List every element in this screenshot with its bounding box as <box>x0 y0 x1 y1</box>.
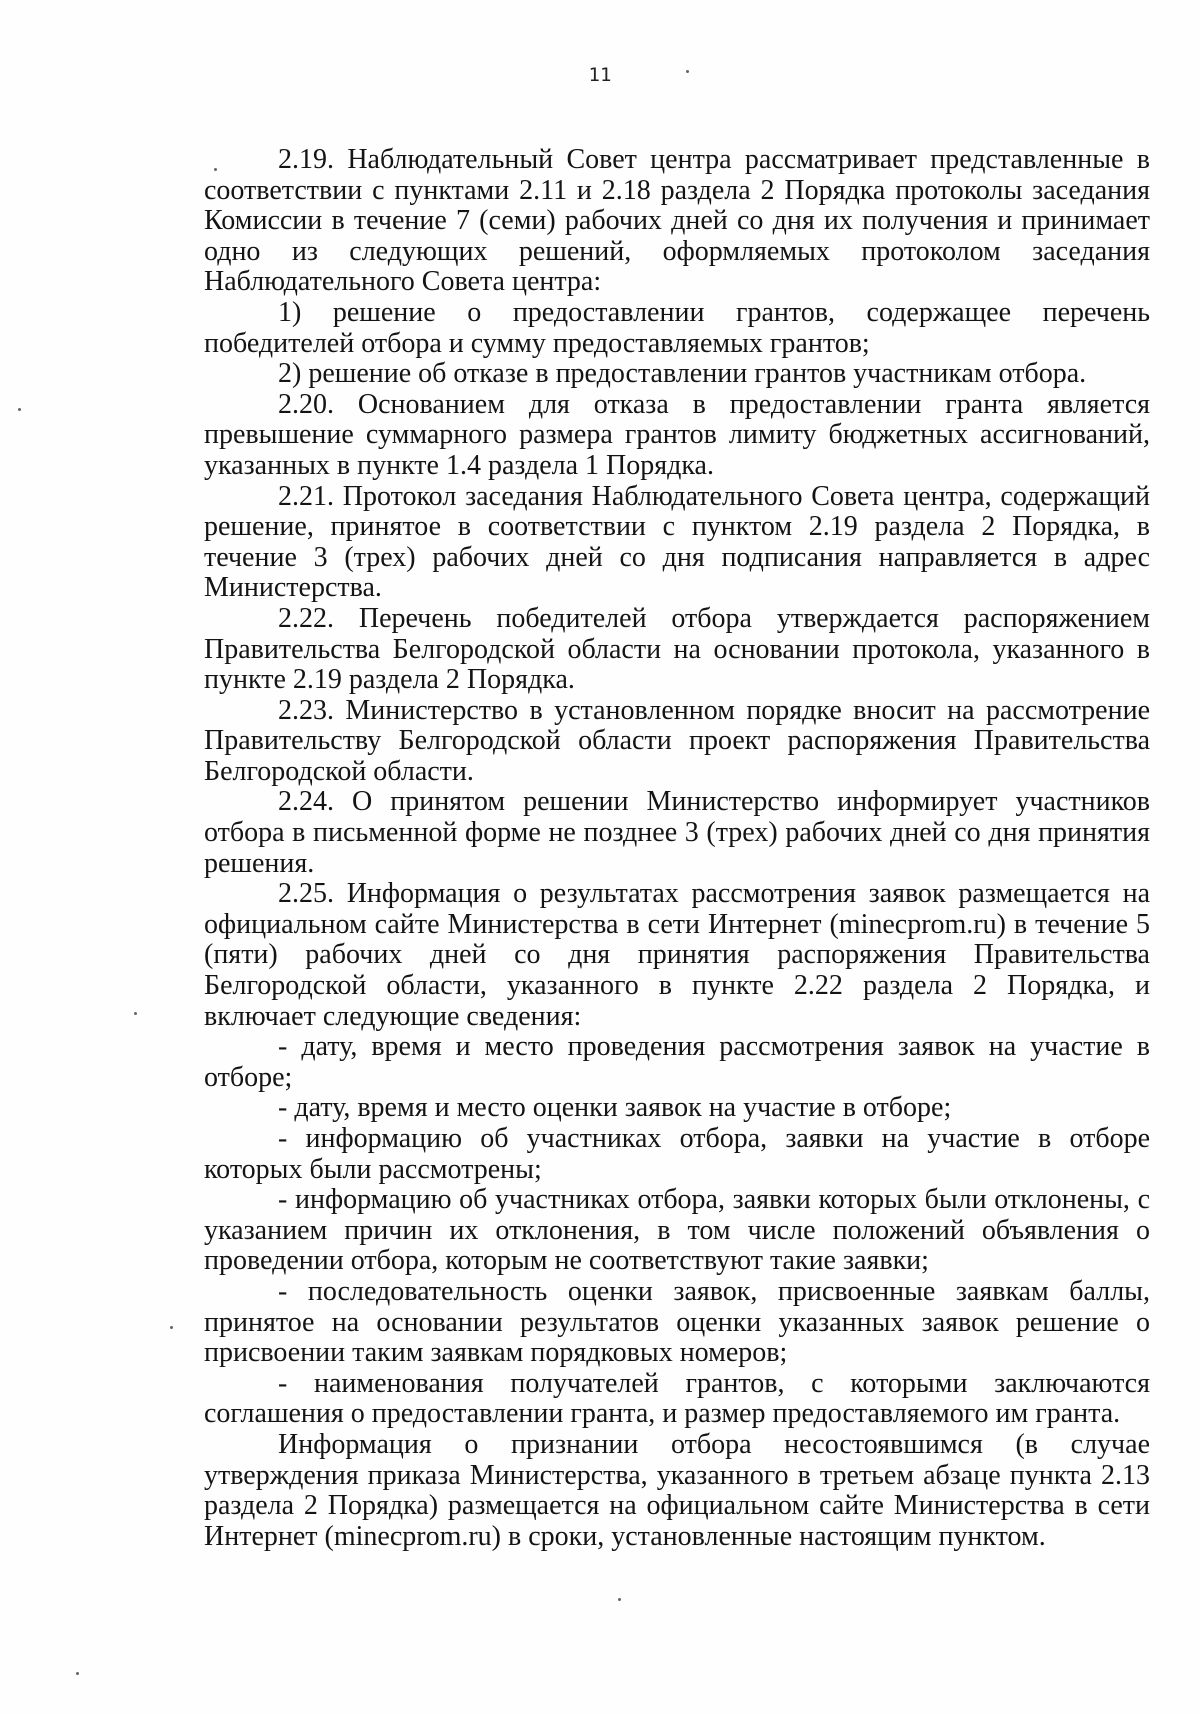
list-item-grant-recipients: - наименования получателей грантов, с которыми заключаются соглашения о предоставлении гранта, и размер предоставляемого им гранта. <box>204 1367 1150 1430</box>
list-item-review-date: - дату, время и место проведения рассмотрения заявок на участие в отборе; <box>204 1031 1150 1093</box>
list-item-reviewed-participants: - информацию об участниках отбора, заявки на участие в отборе которых были рассмотрены; <box>204 1123 1150 1185</box>
scan-speck <box>134 1012 137 1015</box>
scan-speck <box>76 1672 79 1675</box>
scan-speck <box>18 408 21 411</box>
page-number: 11 <box>588 64 612 86</box>
paragraph-2-25: 2.25. Информация о результатах рассмотрения заявок размещается на официальном сайте Министерства в сети Интернет (minecprom.ru) в течение 5 (пяти) рабочих дней со дня принятия распоряжения Правительства Белгородской области, указанного в пункте 2.22 раздела 2 Порядка, и включает следующие сведения: <box>204 878 1150 1032</box>
list-item-evaluation-date: - дату, время и место оценки заявок на участие в отборе; <box>278 1092 952 1124</box>
paragraph-2-19-item-1: 1) решение о предоставлении грантов, содержащее перечень победителей отбора и сумму предоставляемых грантов; <box>204 296 1150 359</box>
paragraph-failed-selection: Информация о признании отбора несостоявшимся (в случае утверждения приказа Министерства, указанного в третьем абзаце пункта 2.13 раздела 2 Порядка) размещается на официальном сайте Министерства в сети Интернет (minecprom.ru) в сроки, установленные настоящим пунктом. <box>204 1428 1150 1552</box>
paragraph-2-20: 2.20. Основанием для отказа в предоставлении гранта является превышение суммарного размера грантов лимиту бюджетных ассигнований, указанных в пункте 1.4 раздела 1 Порядка. <box>204 388 1150 481</box>
paragraph-2-22: 2.22. Перечень победителей отбора утверждается распоряжением Правительства Белгородской области на основании протокола, указанного в пункте 2.19 раздела 2 Порядка. <box>204 602 1150 696</box>
list-item-evaluation-order: - последовательность оценки заявок, присвоенные заявкам баллы, принятое на основании результатов оценки указанных заявок решение о присвоении таким заявкам порядковых номеров; <box>204 1275 1150 1369</box>
scan-speck <box>686 70 689 73</box>
scan-speck <box>214 168 217 171</box>
scan-speck <box>170 1326 173 1329</box>
document-body <box>204 145 1150 1552</box>
paragraph-2-19-item-2: 2) решение об отказе в предоставлении грантов участникам отбора. <box>278 358 1087 390</box>
paragraph-2-21: 2.21. Протокол заседания Наблюдательного Совета центра, содержащий решение, принятое в соответствии с пунктом 2.19 раздела 2 Порядка, в течение 3 (трех) рабочих дней со дня подписания направляется в адрес Министерства. <box>204 480 1150 604</box>
paragraph-2-23: 2.23. Министерство в установленном порядке вносит на рассмотрение Правительству Белгородской области проект распоряжения Правительства Белгородской области. <box>204 694 1150 787</box>
paragraph-2-19: 2.19. Наблюдательный Совет центра рассматривает представленные в соответствии с пунктами 2.11 и 2.18 раздела 2 Порядка протоколы заседания Комиссии в течение 7 (семи) рабочих дней со дня их получения и принимает одно из следующих решений, оформляемых протоколом заседания Наблюдательного Совета центра: <box>204 144 1150 298</box>
scan-speck <box>618 1598 621 1601</box>
list-item-rejected-participants: - информацию об участниках отбора, заявки которых были отклонены, с указанием причин их отклонения, в том числе положений объявления о проведении отбора, которым не соответствуют такие заявки; <box>204 1184 1150 1277</box>
paragraph-2-24: 2.24. О принятом решении Министерство информирует участников отбора в письменной форме не позднее 3 (трех) рабочих дней со дня принятия решения. <box>204 786 1150 879</box>
